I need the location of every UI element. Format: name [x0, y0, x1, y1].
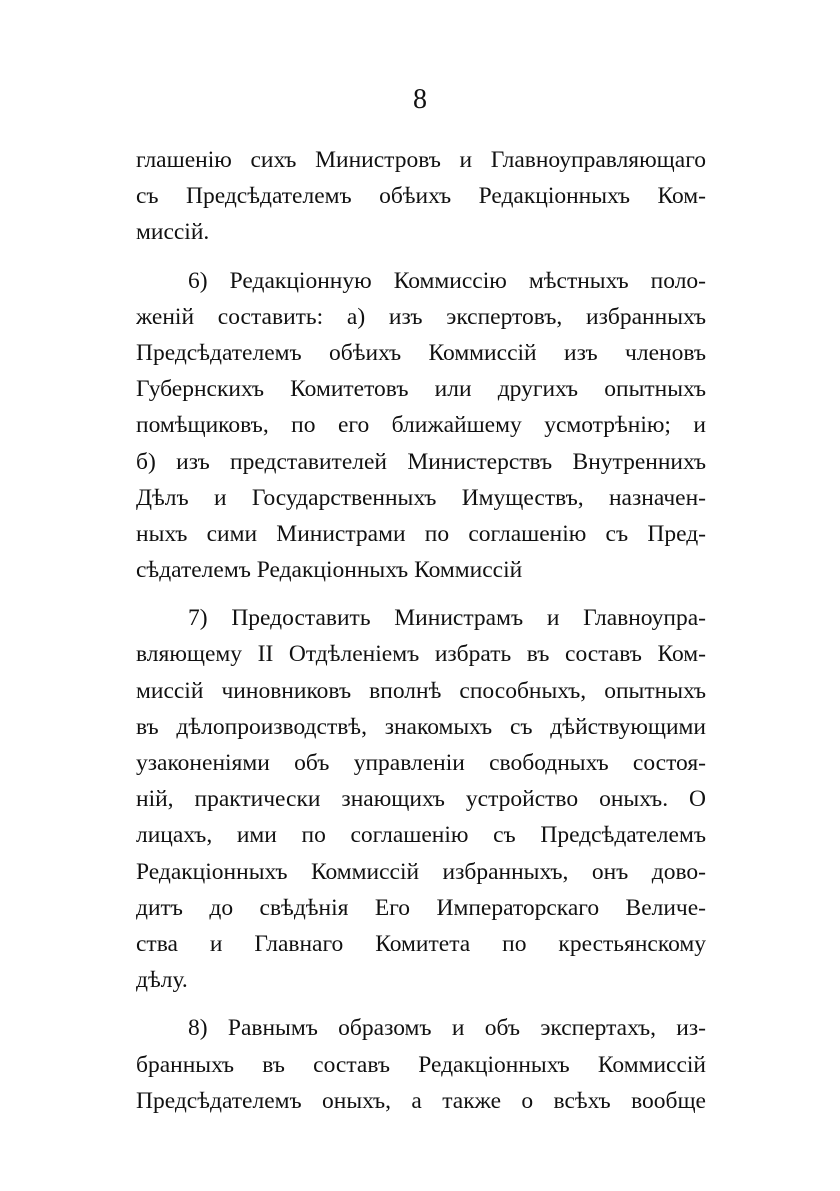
text-line: Предсѣдателемъ обѣихъ Коммиссій изъ членовъ: [136, 339, 706, 366]
text-line: дѣлу.: [136, 967, 188, 994]
text-line: узаконеніями объ управленіи свободныхъ состоя-: [136, 750, 706, 776]
text-line: б) изъ представителей Министерствъ Внутреннихъ: [136, 448, 706, 475]
text-line: глашенію сихъ Министровъ и Главноуправляющаго: [136, 147, 706, 173]
paragraph-item-6: [136, 263, 706, 589]
text-line: сѣдателемъ Редакціонныхъ Коммиссій: [136, 557, 523, 584]
paragraph-item-7: [136, 600, 706, 998]
text-line: въ дѣлопроизводствѣ, знакомыхъ съ дѣйствующими: [136, 713, 706, 740]
paragraph-continuation: [136, 142, 706, 251]
text-line: дитъ до свѣдѣнія Его Императорскаго Величе-: [136, 894, 706, 921]
text-line: 6) Редакціонную Коммиссію мѣстныхъ поло-: [188, 267, 706, 294]
paragraph-item-8: [136, 1010, 706, 1119]
text-line: 7) Предоставить Министрамъ и Главноупра-: [188, 605, 706, 632]
text-line: съ Предсѣдателемъ обѣихъ Редакціонныхъ Ком-: [136, 183, 706, 210]
text-line: ства и Главнаго Комитета по крестьянскому: [136, 930, 706, 957]
text-line: бранныхъ въ составъ Редакціонныхъ Коммиссій: [136, 1051, 706, 1078]
text-line: Редакціонныхъ Коммиссій избранныхъ, онъ дово-: [136, 858, 706, 885]
text-line: Губернскихъ Комитетовъ или другихъ опытныхъ: [136, 376, 706, 403]
body-text: [136, 142, 706, 1119]
text-line: ній, практически знающихъ устройство оныхъ. О: [136, 786, 706, 813]
text-line: миссій.: [136, 219, 210, 246]
text-line: ныхъ сими Министрами по соглашенію съ Пред-: [136, 520, 706, 547]
text-line: Дѣлъ и Государственныхъ Имуществъ, назначен-: [136, 484, 706, 511]
text-line: помѣщиковъ, по его ближайшему усмотрѣнію; и: [136, 412, 706, 439]
text-line: вляющему II Отдѣленіемъ избрать въ составъ Ком-: [136, 641, 706, 668]
text-line: миссій чиновниковъ вполнѣ способныхъ, опытныхъ: [136, 677, 706, 704]
text-line: Предсѣдателемъ оныхъ, а также о всѣхъ вообще: [136, 1087, 706, 1114]
text-line: 8) Равнымъ образомъ и объ экспертахъ, из-: [188, 1015, 706, 1042]
text-line: лицахъ, ими по соглашенію съ Предсѣдателемъ: [136, 822, 706, 849]
page-number: 8: [413, 84, 427, 115]
text-line: женій составить: а) изъ экспертовъ, избранныхъ: [136, 303, 706, 330]
